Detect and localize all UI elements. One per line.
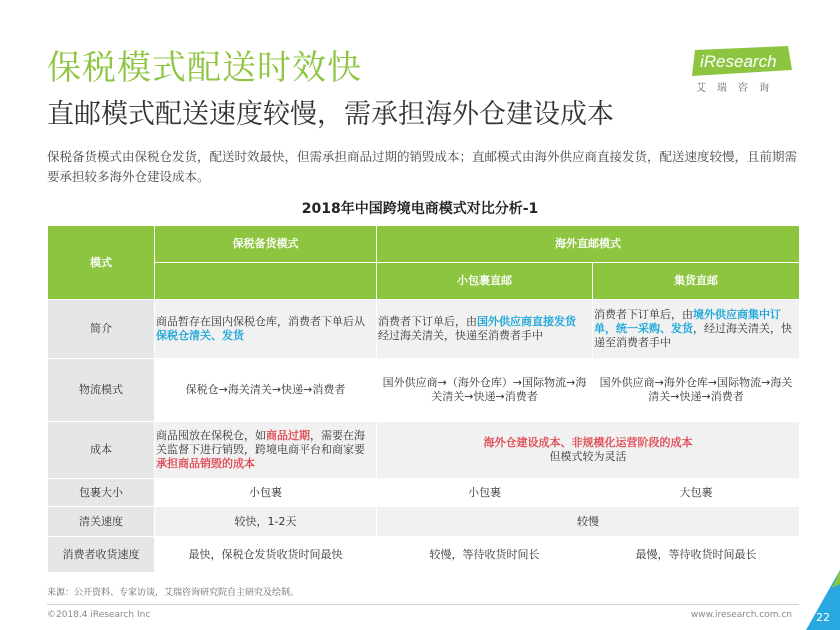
cell-text: 消费者下订单后，由	[594, 308, 693, 321]
header-consolidated: 集货直邮	[593, 263, 800, 300]
table-row	[48, 422, 800, 479]
header-bonded-sub	[155, 263, 377, 300]
page-number: 22	[816, 611, 830, 624]
website-link[interactable]: www.iresearch.com.cn	[690, 610, 792, 620]
comparison-table	[47, 225, 800, 573]
cell-delivery-consolidated: 最慢，等待收货时间最长	[593, 537, 800, 573]
cell-highlight: 国外供应商直接发货	[477, 315, 576, 328]
header-small-package: 小包裹直邮	[377, 263, 593, 300]
cell-text: 消费者下订单后，由	[378, 315, 477, 328]
cell-delivery-small: 较慢，等待收货时间长	[377, 537, 593, 573]
cell-logistics-consolidated: 国外供应商→海外仓库→国际物流→海关清关→快递→消费者	[593, 359, 800, 422]
page-subtitle: 直邮模式配送速度较慢，需承担海外仓建设成本	[47, 99, 614, 130]
row-label-delivery: 消费者收货速度	[48, 537, 155, 573]
cell-intro-consolidated	[593, 300, 800, 359]
header-bonded: 保税备货模式	[155, 226, 377, 263]
iresearch-logo	[692, 46, 798, 94]
row-label-intro: 简介	[48, 300, 155, 359]
table-title: 2018年中国跨境电商模式对比分析-1	[301, 201, 539, 217]
cell-size-small: 小包裹	[377, 479, 593, 507]
table-row	[48, 507, 800, 537]
cell-text: 商品囤放在保税仓，如	[156, 429, 266, 442]
cell-highlight: 商品过期	[266, 429, 310, 442]
table-row	[48, 479, 800, 507]
cell-clearance-direct: 较慢	[377, 507, 800, 537]
cell-size-consolidated: 大包裹	[593, 479, 800, 507]
cell-text: ，需要在海关监督下进行销毁，跨境电商平台和商家要	[156, 429, 365, 456]
cell-highlight: 海外仓建设成本、非规模化运营阶段的成本	[483, 436, 693, 449]
cell-text: 经过海关清关，快递至消费者手中	[378, 329, 543, 342]
cell-logistics-small: 国外供应商→（海外仓库）→国际物流→海关清关→快递→消费者	[377, 359, 593, 422]
cell-text: 商品暂存在国内保税仓库，消费者下单后从	[156, 315, 365, 328]
header-direct: 海外直邮模式	[377, 226, 800, 263]
cell-logistics-bonded: 保税仓→海关清关→快递→消费者	[155, 359, 377, 422]
cell-highlight: 境外供应商集中订单，统一采购、发货	[594, 308, 781, 335]
cell-size-bonded: 小包裹	[155, 479, 377, 507]
footer-divider	[47, 604, 799, 605]
cell-delivery-bonded: 最快，保税仓发货收货时间最快	[155, 537, 377, 573]
logo-subtitle: 艾瑞咨询	[696, 83, 780, 94]
logo-brand-text: iResearch	[700, 52, 777, 71]
page-title: 保税模式配送时效快	[47, 48, 362, 88]
cell-highlight: 保税仓清关、发货	[156, 329, 244, 342]
row-label-cost: 成本	[48, 422, 155, 479]
cell-cost-direct	[377, 422, 800, 479]
cell-intro-bonded	[155, 300, 377, 359]
row-label-size: 包裹大小	[48, 479, 155, 507]
cell-clearance-bonded: 较快，1-2天	[155, 507, 377, 537]
copyright: ©2018.4 iResearch Inc	[47, 610, 151, 620]
table-row	[48, 537, 800, 573]
intro-paragraph: 保税备货模式由保税仓发货，配送时效最快，但需承担商品过期的销毁成本；直邮模式由海外供应商直接发货，配送速度较慢，且前期需要承担较多海外仓建设成本。	[47, 149, 798, 184]
cell-text: 但模式较为灵活	[549, 450, 627, 463]
table-row	[48, 359, 800, 422]
source-note: 来源：公开资料、专家访谈，艾瑞咨询研究院自主研究及绘制。	[47, 588, 300, 598]
cell-intro-small	[377, 300, 593, 359]
cell-highlight: 承担商品销毁的成本	[156, 457, 255, 470]
header-mode: 模式	[48, 226, 155, 300]
row-label-logistics: 物流模式	[48, 359, 155, 422]
cell-text: ，经过海关清关，快递至消费者手中	[594, 322, 792, 349]
iresearch-logo-icon	[692, 46, 792, 76]
table-row	[48, 300, 800, 359]
row-label-clearance: 清关速度	[48, 507, 155, 537]
cell-cost-bonded	[155, 422, 377, 479]
